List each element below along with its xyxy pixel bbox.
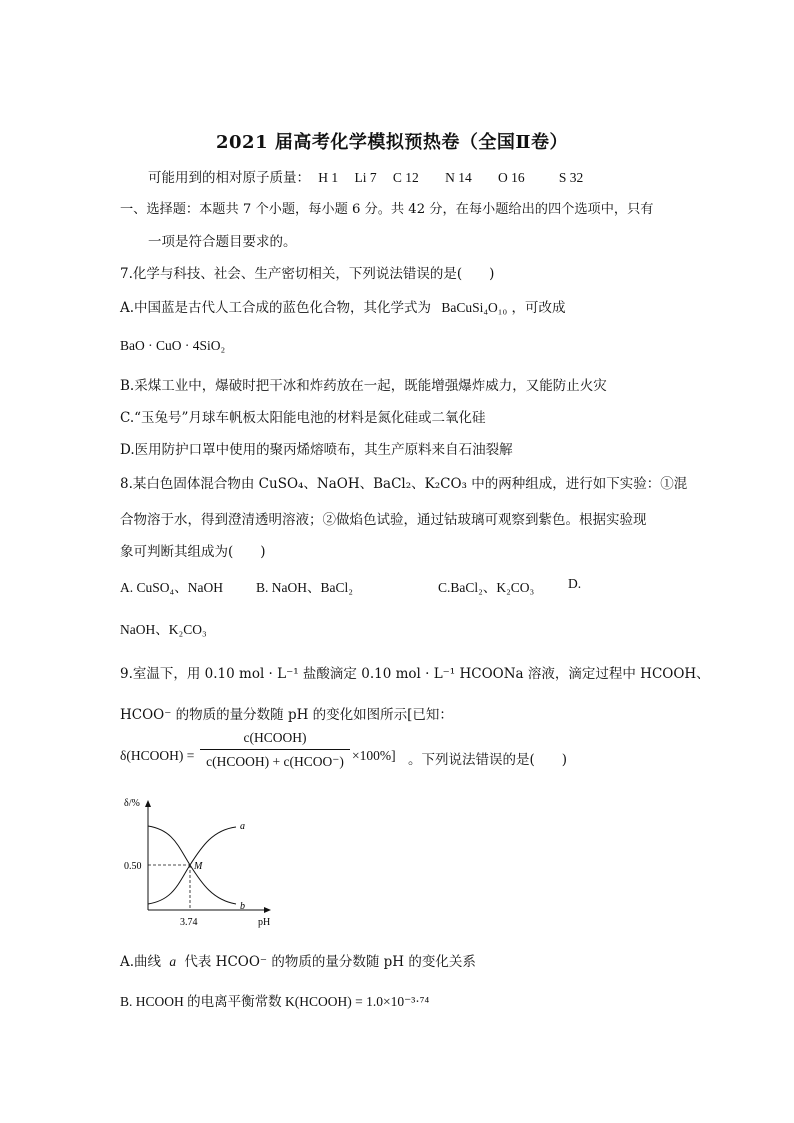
chart-x-tick-label: 3.74 — [180, 917, 198, 928]
chart-y-axis-arrow — [145, 800, 151, 807]
q8-option-a: A. CuSO₄、NaOH — [120, 580, 223, 595]
q9-formula-fraction — [200, 730, 350, 780]
q9-a-pre: A.曲线 — [120, 954, 162, 970]
chart-series-a-label: a — [240, 821, 245, 832]
atomic-mass-h: H 1 — [318, 170, 339, 185]
q7-a-post: ，可改成 — [511, 300, 566, 316]
q9-formula-numerator: c(HCOOH) — [243, 730, 307, 745]
chart-x-axis-arrow — [264, 907, 271, 913]
chart-y-tick-label: 0.50 — [124, 861, 142, 872]
q9-option-a — [120, 950, 476, 970]
q7-option-d: D.医用防护口罩中使用的聚丙烯熔喷布，其生产原料来自石油裂解 — [120, 442, 513, 458]
chart-series-b — [148, 826, 236, 904]
q7-option-a-line2: BaO · CuO · 4SiO₂ — [120, 338, 226, 353]
chart-point-label: M — [194, 861, 203, 872]
q9-formula-lhs: δ(HCOOH) = — [120, 748, 195, 763]
q9-titration-chart — [118, 792, 288, 932]
q9-stem-line2: HCOO⁻ 的物质的量分数随 pH 的变化如图所示[已知： — [120, 707, 453, 723]
q8-stem-line3: 象可判断其组成为( ) — [120, 544, 266, 560]
q9-formula-bar — [200, 749, 350, 750]
q8-stem-line1: 8.某白色固体混合物由 CuSO₄、NaOH、BaCl₂、K₂CO₃ 中的两种组成，进行如下实验：①混 — [120, 476, 688, 492]
q7-option-a-line1 — [120, 296, 566, 316]
q8-option-c: C.BaCl₂、K₂CO₃ — [438, 580, 535, 595]
atomic-mass-s: S 32 — [558, 170, 584, 185]
chart-series-b-label: b — [240, 901, 245, 912]
q7-option-b: B.采煤工业中，爆破时把干冰和炸药放在一起，既能增强爆炸威力，又能防止火灾 — [120, 378, 607, 394]
chart-x-axis-label: pH — [258, 917, 271, 928]
q9-formula-rhs: ×100%] — [352, 748, 396, 763]
q7-a-pre: A.中国蓝是古代人工合成的蓝色化合物，其化学式为 — [120, 300, 432, 316]
atomic-masses-line — [148, 166, 583, 186]
q9-stem-line1: 9.室温下，用 0.10 mol · L⁻¹ 盐酸滴定 0.10 mol · L⁻¹ HCOONa 溶液，滴定过程中 HCOOH、 — [120, 666, 710, 682]
q7-stem: 7.化学与科技、社会、生产密切相关，下列说法错误的是( ) — [120, 266, 495, 282]
q9-a-var: a — [169, 954, 177, 969]
q9-a-post: 代表 HCOO⁻ 的物质的量分数随 pH 的变化关系 — [184, 954, 476, 970]
atomic-mass-c: C 12 — [392, 170, 419, 185]
page-title: 2021 届高考化学模拟预热卷（全国Ⅱ卷） — [216, 132, 569, 153]
chart-series-a — [148, 827, 236, 904]
q7-a-formula: BaCuSi₄O₁₀ — [441, 300, 508, 315]
section-instructions-line-2: 一项是符合题目要求的。 — [148, 234, 297, 250]
chart-y-axis-label: δ/% — [124, 798, 140, 809]
q7-option-c: C.“玉兔号”月球车帆板太阳能电池的材料是氮化硅或二氧化硅 — [120, 410, 486, 426]
q8-option-d-value: NaOH、K₂CO₃ — [120, 622, 207, 637]
atomic-mass-n: N 14 — [445, 170, 472, 185]
atomic-mass-li: Li 7 — [354, 170, 377, 185]
q9-formula-tail: 。下列说法错误的是( ) — [408, 752, 568, 768]
q9-option-b: B. HCOOH 的电离平衡常数 K(HCOOH) = 1.0×10⁻³·⁷⁴ — [120, 994, 430, 1009]
atomic-mass-o: O 16 — [498, 170, 525, 185]
q8-option-b: B. NaOH、BaCl₂ — [256, 580, 353, 595]
atomic-masses-label: 可能用到的相对原子质量： — [148, 170, 310, 186]
section-instructions-line-1: 一、选择题：本题共 7 个小题，每小题 6 分。共 42 分，在每小题给出的四个选项中，只有 — [120, 202, 654, 217]
q9-formula-denominator: c(HCOOH) + c(HCOO⁻) — [206, 754, 344, 769]
q8-option-d-label: D. — [568, 576, 582, 591]
q8-stem-line2: 合物溶于水，得到澄清透明溶液；②做焰色试验，通过钴玻璃可观察到紫色。根据实验现 — [120, 512, 647, 528]
